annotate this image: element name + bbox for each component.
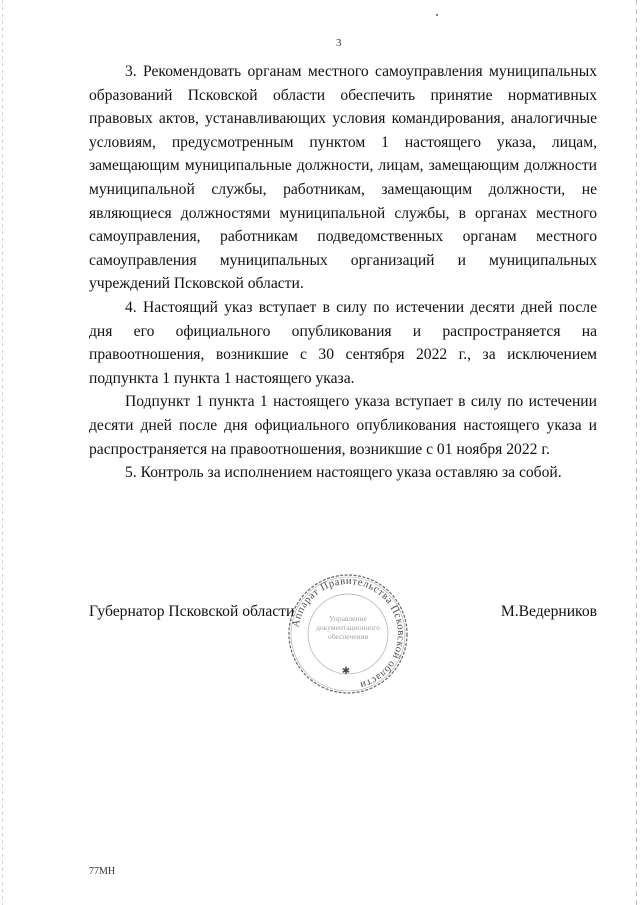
signer-name: М.Ведерников: [500, 603, 597, 620]
paragraph-5: 5. Контроль за исполнением настоящего указа оставляю за собой.: [125, 464, 562, 482]
official-seal-stamp: [286, 572, 410, 696]
scan-speck: [436, 14, 438, 16]
scan-edge-right: [636, 0, 637, 905]
decree-body: [89, 60, 597, 485]
paragraph-4-subpoint: Подпункт 1 пункта 1 настоящего указа вступает в силу по истечении десяти дней после дня официального опубликования настоящего указа и распространяется на правоотношения, возникшие с 01 ноября 2022 г.: [89, 393, 597, 458]
stamp-inner-text: Управление документационного обеспечения: [316, 614, 380, 641]
paragraph-4: 4. Настоящий указ вступает в силу по истечении десяти дней после дня его официального опубликования и распространяется на правоотношения, возникшие с 30 сентября 2022 г., за исключением подпункта 1 пункта 1 настоящего указа.: [89, 298, 597, 387]
stamp-star-icon: ✱: [341, 666, 351, 677]
scan-edge-left: [2, 0, 3, 905]
page-number: 3: [336, 37, 342, 49]
stamp-outer-text: Аппарат Правительства Псковской области: [290, 575, 407, 691]
document-code: 77МН: [89, 866, 116, 877]
signer-title: Губернатор Псковской области: [89, 603, 295, 620]
paragraph-3: 3. Рекомендовать органам местного самоуправления муниципальных образований Псковской области обеспечить принятие нормативных правовых актов, устанавливающих условия командирования, аналогичные условиям, предусмотренным пунктом 1 настоящего указа, лицам, замещающим муниципальные должности, лицам, замещающим должности муниципальной службы, работникам, замещающим должности, не являющиеся должностями муниципальной службы, в органах местного самоуправления, работникам подведомственных органам местного самоуправления муниципальных организаций и муниципальных учреждений Псковской области.: [89, 63, 597, 293]
